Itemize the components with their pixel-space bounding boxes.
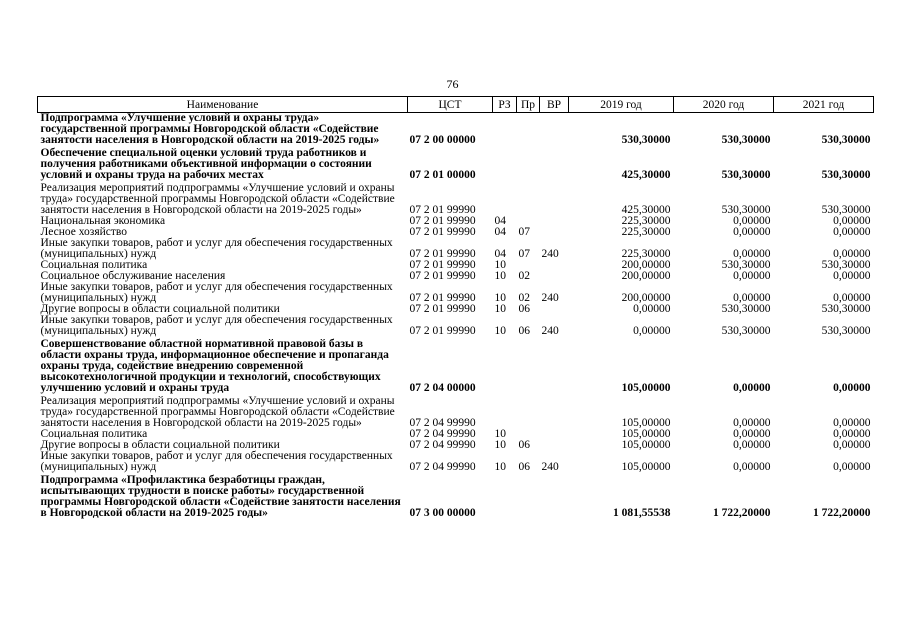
cell-pr: 06 [518, 303, 530, 315]
cell-y2020: 530,30000 [721, 134, 771, 146]
table-row [38, 113, 874, 147]
cell-vr [540, 394, 569, 429]
cell-cst: 07 2 01 99990 [409, 270, 476, 282]
table-row [38, 181, 874, 216]
cell-rz [493, 394, 517, 429]
table-row [38, 394, 874, 429]
cell-y2020: 0,00000 [733, 248, 771, 260]
cell-pr: 07 [518, 226, 530, 238]
cell-y2021: 0,00000 [833, 248, 871, 260]
cell-y2019: 1 081,55538 [613, 507, 671, 519]
cell-y2019: 105,00000 [621, 417, 671, 429]
cell-cst: 07 2 04 99990 [409, 428, 476, 440]
cell-y2021: 0,00000 [833, 382, 871, 394]
cell-rz: 10 [494, 461, 506, 473]
cell-y2020: 0,00000 [733, 417, 771, 429]
cell-vr: 240 [541, 248, 559, 260]
cell-y2020: 0,00000 [733, 382, 771, 394]
cell-vr [540, 181, 569, 216]
cell-pr [517, 113, 540, 147]
cell-vr [540, 227, 569, 238]
column-header-vr: ВР [540, 97, 569, 113]
cell-y2019: 225,30000 [621, 248, 671, 260]
cell-pr [517, 146, 540, 181]
cell-name: Другие вопросы в области социальной политики [40, 439, 280, 451]
cell-pr [517, 181, 540, 216]
cell-y2019: 425,30000 [621, 204, 671, 216]
cell-y2020: 530,30000 [721, 169, 771, 181]
cell-y2020: 530,30000 [721, 259, 771, 271]
cell-vr [540, 440, 569, 451]
cell-cst: 07 2 01 99990 [409, 259, 476, 271]
cell-y2020: 0,00000 [733, 270, 771, 282]
cell-vr [540, 304, 569, 315]
cell-y2020: 1 722,20000 [713, 507, 771, 519]
cell-rz [493, 181, 517, 216]
cell-cst: 07 2 01 99990 [409, 248, 476, 260]
budget-table [37, 96, 874, 519]
cell-y2021: 0,00000 [833, 226, 871, 238]
column-header-2019: 2019 год [569, 97, 674, 113]
cell-name: Реализация мероприятий подпрограммы «Улучшение условий и охраны труда» государственной программы Новгородской области «Содействие занятости населения в Новгородской области на 2019-2025 годы» [40, 182, 395, 216]
cell-pr [517, 473, 540, 519]
cell-name: Национальная экономика [40, 215, 166, 227]
cell-pr [517, 394, 540, 429]
cell-name: Иные закупки товаров, работ и услуг для обеспечения государственных (муниципальных) нужд [40, 314, 393, 337]
cell-rz [493, 146, 517, 181]
column-header-cst: ЦСТ [408, 97, 493, 113]
cell-name: Социальная политика [40, 259, 148, 271]
cell-cst: 07 2 01 99990 [409, 215, 476, 227]
cell-name: Реализация мероприятий подпрограммы «Улучшение условий и охраны труда» государственной программы Новгородской области «Содействие занятости населения в Новгородской области на 2019-2025 годы» [40, 395, 395, 429]
cell-y2019: 530,30000 [621, 134, 671, 146]
cell-y2021: 0,00000 [833, 292, 871, 304]
cell-vr [540, 337, 569, 394]
cell-y2019: 200,00000 [621, 270, 671, 282]
cell-cst: 07 2 01 99990 [409, 226, 476, 238]
cell-cst: 07 2 04 00000 [409, 382, 476, 394]
cell-rz: 04 [494, 226, 506, 238]
cell-name: Совершенствование областной нормативной правовой базы в области охраны труда, информационное обеспечение и пропаганда охраны труда, содействие внедрению современной высокотехнологичной продукции и технологий, способствующих улучшению условий и охраны труда [40, 338, 389, 394]
column-header-name: Наименование [38, 97, 408, 113]
cell-y2021: 530,30000 [821, 259, 871, 271]
cell-cst: 07 2 01 99990 [409, 325, 476, 337]
column-header-2021: 2021 год [774, 97, 874, 113]
cell-rz: 10 [494, 428, 506, 440]
cell-name: Иные закупки товаров, работ и услуг для обеспечения государственных (муниципальных) нужд [40, 281, 393, 304]
cell-vr [540, 473, 569, 519]
cell-cst: 07 2 04 99990 [409, 461, 476, 473]
cell-y2020: 530,30000 [721, 325, 771, 337]
cell-pr: 02 [518, 292, 530, 304]
cell-pr: 02 [518, 270, 530, 282]
cell-y2020: 0,00000 [733, 226, 771, 238]
cell-rz: 10 [494, 270, 506, 282]
cell-rz: 10 [494, 439, 506, 451]
cell-y2020: 0,00000 [733, 292, 771, 304]
cell-y2021: 530,30000 [821, 134, 871, 146]
cell-cst: 07 2 01 99990 [409, 303, 476, 315]
cell-rz: 10 [494, 325, 506, 337]
column-header-2020: 2020 год [674, 97, 774, 113]
cell-y2020: 530,30000 [721, 204, 771, 216]
cell-y2019: 105,00000 [621, 439, 671, 451]
cell-name: Подпрограмма «Улучшение условий и охраны труда» государственной программы Новгородской области «Содействие занятости населения в Новгородской области на 2019-2025 годы» [40, 112, 380, 146]
cell-vr: 240 [541, 461, 559, 473]
table-header-row [38, 97, 874, 113]
table-row [38, 451, 874, 473]
cell-name: Иные закупки товаров, работ и услуг для обеспечения государственных (муниципальных) нужд [40, 237, 393, 260]
cell-rz [493, 473, 517, 519]
cell-cst: 07 2 04 99990 [409, 439, 476, 451]
cell-vr [540, 113, 569, 147]
table-row [38, 146, 874, 181]
table-row [38, 473, 874, 519]
table-row [38, 337, 874, 394]
cell-y2020: 0,00000 [733, 215, 771, 227]
cell-rz [493, 337, 517, 394]
cell-cst: 07 2 04 99990 [409, 417, 476, 429]
cell-name: Иные закупки товаров, работ и услуг для обеспечения государственных (муниципальных) нужд [40, 450, 393, 473]
cell-y2019: 105,00000 [621, 428, 671, 440]
cell-rz: 10 [494, 259, 506, 271]
cell-cst: 07 2 01 00000 [409, 169, 476, 181]
cell-y2021: 530,30000 [821, 204, 871, 216]
cell-y2021: 530,30000 [821, 169, 871, 181]
cell-y2019: 200,00000 [621, 259, 671, 271]
cell-y2019: 225,30000 [621, 226, 671, 238]
column-header-pr: Пр [517, 97, 540, 113]
cell-y2019: 0,00000 [633, 325, 671, 337]
cell-name: Обеспечение специальной оценки условий труда работников и получения работниками объективной информации о состоянии условий и охраны труда на рабочих местах [40, 147, 372, 181]
cell-y2019: 0,00000 [633, 303, 671, 315]
cell-y2021: 530,30000 [821, 303, 871, 315]
cell-y2019: 105,00000 [621, 382, 671, 394]
cell-y2021: 0,00000 [833, 215, 871, 227]
column-header-rz: РЗ [493, 97, 517, 113]
cell-y2021: 0,00000 [833, 428, 871, 440]
cell-cst: 07 2 01 99990 [409, 204, 476, 216]
cell-name: Другие вопросы в области социальной политики [40, 303, 280, 315]
cell-name: Социальная политика [40, 428, 148, 440]
cell-rz: 10 [494, 292, 506, 304]
cell-rz: 10 [494, 303, 506, 315]
cell-name: Подпрограмма «Профилактика безработицы граждан, испытывающих трудности в поиске работы» государственной программы Новгородской области «Содействие занятости населения в Новгородской области на 2019-2025 годы» [40, 474, 401, 519]
table-row [38, 315, 874, 337]
page-number: 76 [446, 77, 459, 91]
cell-rz: 04 [494, 248, 506, 260]
cell-y2021: 0,00000 [833, 270, 871, 282]
cell-y2019: 425,30000 [621, 169, 671, 181]
cell-pr [517, 337, 540, 394]
cell-name: Социальное обслуживание населения [40, 270, 226, 282]
cell-cst: 07 3 00 00000 [409, 507, 476, 519]
cell-pr: 07 [518, 248, 530, 260]
table-body [38, 113, 874, 520]
table-row [38, 282, 874, 304]
cell-cst: 07 2 00 00000 [409, 134, 476, 146]
cell-vr [540, 216, 569, 227]
cell-vr: 240 [541, 292, 559, 304]
cell-y2021: 0,00000 [833, 439, 871, 451]
cell-y2020: 0,00000 [733, 428, 771, 440]
cell-y2021: 1 722,20000 [813, 507, 871, 519]
cell-y2020: 0,00000 [733, 461, 771, 473]
cell-cst: 07 2 01 99990 [409, 292, 476, 304]
cell-y2020: 0,00000 [733, 439, 771, 451]
cell-y2019: 200,00000 [621, 292, 671, 304]
cell-vr: 240 [541, 325, 559, 337]
cell-y2021: 0,00000 [833, 461, 871, 473]
cell-name: Лесное хозяйство [40, 226, 128, 238]
cell-vr [540, 146, 569, 181]
cell-pr: 06 [518, 325, 530, 337]
cell-pr: 06 [518, 461, 530, 473]
cell-y2020: 530,30000 [721, 303, 771, 315]
cell-rz [493, 113, 517, 147]
cell-rz: 04 [494, 215, 506, 227]
cell-y2019: 225,30000 [621, 215, 671, 227]
cell-vr [540, 429, 569, 440]
cell-vr [540, 260, 569, 271]
cell-y2019: 105,00000 [621, 461, 671, 473]
cell-vr [540, 271, 569, 282]
cell-y2021: 0,00000 [833, 417, 871, 429]
table-row [38, 238, 874, 260]
cell-pr: 06 [518, 439, 530, 451]
cell-y2021: 530,30000 [821, 325, 871, 337]
